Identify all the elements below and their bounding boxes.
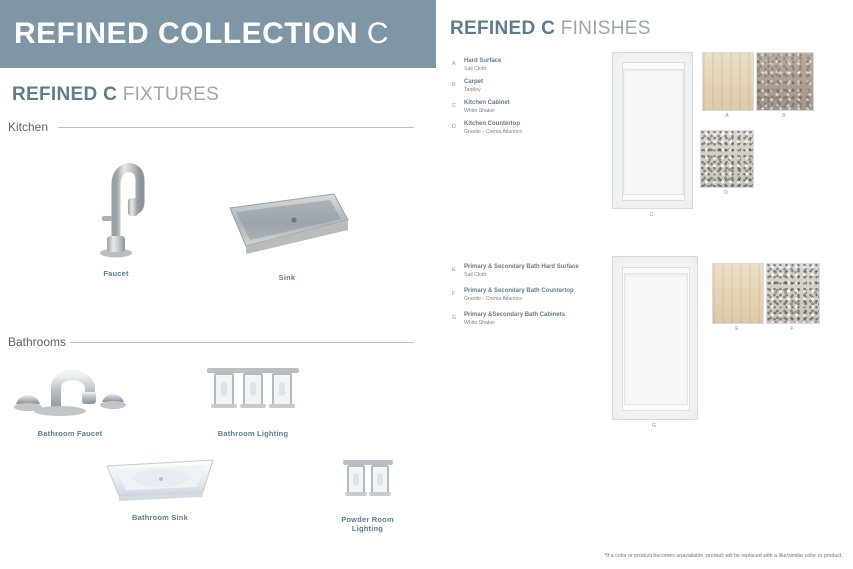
cabinet-inner-panel (623, 69, 683, 195)
legend-letter-g: G (452, 315, 457, 321)
legend-sub-b: Tarpley (464, 86, 481, 93)
section-label-kitchen: Kitchen (8, 120, 49, 134)
legend-name-e: Primary & Secondary Bath Hard Surface (464, 264, 579, 270)
legend-name-c: Kitchen Cabinet (464, 100, 510, 106)
figure-bathroom-sink (95, 452, 225, 522)
figure-sink (222, 190, 352, 282)
figure-caption-bathroom-lighting: Bathroom Lighting (217, 429, 289, 438)
legend-name-a: Hard Surface (464, 58, 502, 64)
legend-name-g: Primary &Secondary Bath Cabinets (464, 312, 566, 318)
legend-name-d: Kitchen Countertop (464, 121, 520, 127)
swatch-caption-b: B (782, 113, 786, 119)
powder-room-lighting-icon (325, 448, 410, 506)
legend-letter-b: B (452, 82, 456, 88)
swatch-granite-f (766, 263, 820, 324)
legend-sub-d: Granite - Crema Atlantico (464, 128, 523, 135)
collection-title-bold: REFINED COLLECTION (14, 17, 358, 50)
finishes-heading (450, 18, 651, 40)
legend-sub-f: Granite - Crema Atlantico (464, 295, 523, 302)
legend-sub-g: White Shaker (464, 319, 496, 326)
swatch-hard-surface-e (712, 263, 764, 324)
legend-item-a (452, 58, 602, 72)
legend-item-b (452, 79, 602, 93)
legend-name-b: Carpet (464, 79, 484, 85)
swatch-carpet-b (756, 52, 814, 111)
swatch-caption-g: G (651, 423, 657, 429)
legend-item-c (452, 100, 602, 114)
swatch-granite-d (700, 130, 754, 188)
legend-sub-e: Sail Cloth (464, 271, 487, 278)
legend-top (452, 58, 602, 142)
fixtures-heading-light: FIXTURES (117, 84, 220, 105)
legend-sub-c: White Shaker (464, 107, 496, 114)
section-label-bathrooms: Bathrooms (8, 335, 67, 349)
bath-cabinet-inner-panel (624, 273, 688, 405)
figure-powder-room-lighting (325, 448, 410, 533)
sink-icon (222, 190, 352, 264)
bathroom-faucet-icon (10, 358, 130, 420)
swatch-caption-f: F (790, 326, 794, 332)
section-rule-kitchen (58, 127, 414, 128)
legend-item-g (452, 312, 612, 326)
legend-item-d (452, 121, 602, 135)
collection-title-letter: C (358, 17, 389, 50)
figure-caption-bathroom-sink: Bathroom Sink (132, 513, 188, 522)
swatch-hard-surface-a (702, 52, 754, 111)
collection-banner (0, 0, 436, 68)
figure-faucet (76, 140, 156, 278)
figure-bathroom-lighting (193, 358, 313, 438)
legend-bottom (452, 264, 612, 333)
legend-sub-a: Sail Cloth (464, 65, 487, 72)
finishes-heading-bold: REFINED C (450, 18, 556, 39)
swatch-bath-cabinet (612, 256, 698, 420)
figure-caption-powder-room-lighting: Powder Room Lighting (341, 515, 394, 533)
fixtures-heading-bold: REFINED C (12, 84, 118, 105)
swatch-caption-e: E (735, 326, 739, 332)
figure-caption-bathroom-faucet: Bathroom Faucet (37, 429, 103, 438)
collection-title (14, 17, 389, 51)
footnote: *If a color or product becomes unavailable, product will be replaced with a like/similar color or product. (604, 553, 843, 559)
legend-item-f (452, 288, 612, 302)
swatch-caption-a: A (725, 113, 729, 119)
figure-caption-faucet: Faucet (103, 269, 129, 278)
legend-name-f: Primary & Secondary Bath Countertop (464, 288, 574, 294)
figure-caption-sink: Sink (278, 273, 296, 282)
section-rule-bathrooms (70, 342, 414, 343)
bathroom-lighting-icon (193, 358, 313, 420)
bathroom-sink-icon (95, 452, 225, 504)
legend-letter-d: D (452, 124, 456, 130)
legend-letter-c: C (452, 103, 456, 109)
figure-bathroom-faucet (10, 358, 130, 438)
right-column (436, 0, 853, 569)
swatch-caption-d: D (724, 190, 728, 196)
fixtures-heading (12, 84, 219, 106)
legend-item-e (452, 264, 612, 278)
finishes-heading-light: FINISHES (555, 18, 651, 39)
faucet-icon (76, 140, 156, 260)
legend-letter-e: E (452, 267, 456, 273)
legend-letter-a: A (452, 61, 456, 67)
swatch-kitchen-cabinet (612, 52, 693, 209)
swatch-caption-c: C (649, 212, 654, 218)
legend-letter-f: F (452, 291, 456, 297)
